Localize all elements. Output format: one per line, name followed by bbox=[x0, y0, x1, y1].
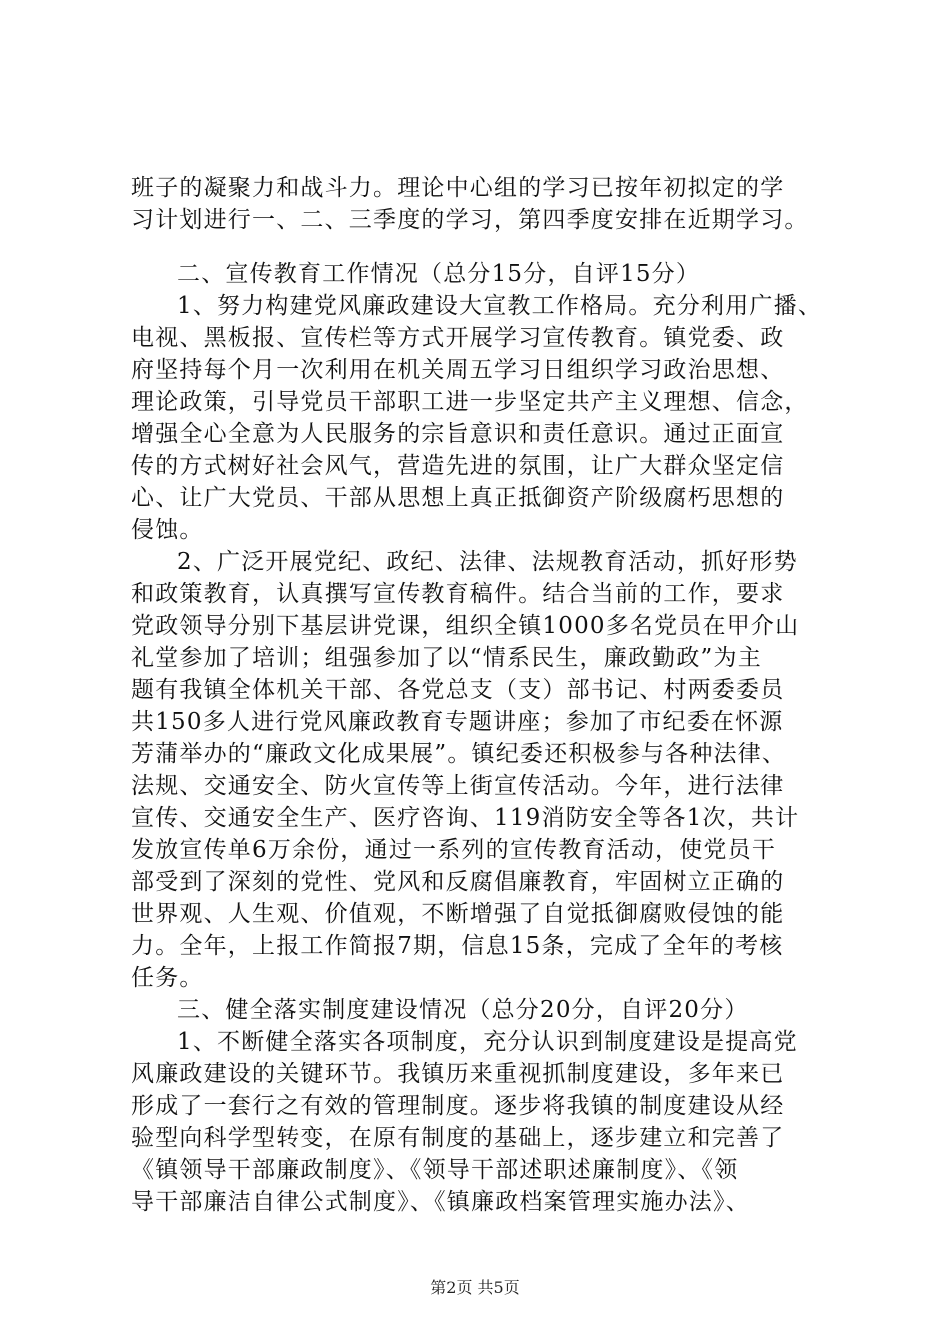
text-line: 发放宣传单6万余份，通过一系列的宣传教育活动，使党员干 bbox=[131, 837, 777, 863]
text-line: 《镇领导干部廉政制度》、《领导干部述职述廉制度》、《领 bbox=[131, 1157, 739, 1183]
text-line: 二、宣传教育工作情况（总分15分，自评15分） bbox=[177, 261, 701, 287]
text-line: 心、让广大党员、干部从思想上真正抵御资产阶级腐朽思想的 bbox=[131, 485, 785, 511]
text-line: 电视、黑板报、宣传栏等方式开展学习宣传教育。镇党委、政 bbox=[131, 325, 785, 351]
text-line: 验型向科学型转变，在原有制度的基础上，逐步建立和完善了 bbox=[131, 1125, 785, 1151]
text-line: 侵蚀。 bbox=[131, 517, 204, 543]
text-line: 增强全心全意为人民服务的宗旨意识和责任意识。通过正面宣 bbox=[131, 421, 785, 447]
text-line: 形成了一套行之有效的管理制度。逐步将我镇的制度建设从经 bbox=[131, 1093, 785, 1119]
text-line: 宣传、交通安全生产、医疗咨询、119消防安全等各1次，共计 bbox=[131, 805, 800, 831]
text-line: 任务。 bbox=[131, 965, 204, 991]
text-line: 共150多人进行党风廉政教育专题讲座；参加了市纪委在怀源 bbox=[131, 709, 784, 735]
text-line: 理论政策，引导党员干部职工进一步坚定共产主义理想、信念， bbox=[131, 389, 809, 415]
text-line: 2、广泛开展党纪、政纪、法律、法规教育活动，抓好形势 bbox=[177, 549, 798, 575]
text-line: 礼堂参加了培训；组强参加了以“情系民生，廉政勤政”为主 bbox=[131, 645, 762, 671]
text-line: 力。全年，上报工作简报7期，信息15条，完成了全年的考核 bbox=[131, 933, 784, 959]
text-line: 1、不断健全落实各项制度，充分认识到制度建设是提高党 bbox=[177, 1029, 798, 1055]
text-line: 和政策教育，认真撰写宣传教育稿件。结合当前的工作，要求 bbox=[131, 581, 785, 607]
text-line: 导干部廉洁自律公式制度》、《镇廉政档案管理实施办法》、 bbox=[131, 1189, 750, 1215]
document-body bbox=[131, 172, 831, 1218]
text-line: 世界观、人生观、价值观，不断增强了自觉抵御腐败侵蚀的能 bbox=[131, 901, 785, 927]
text-line: 芳蒲举办的“廉政文化成果展”。镇纪委还积极参与各种法律、 bbox=[131, 741, 787, 767]
page-footer: 第2页 共5页 bbox=[430, 1278, 520, 1297]
text-line: 党政领导分别下基层讲党课，组织全镇1000多名党员在甲介山 bbox=[131, 613, 800, 639]
text-line: 习计划进行一、二、三季度的学习，第四季度安排在近期学习。 bbox=[131, 207, 809, 233]
text-line: 1、努力构建党风廉政建设大宣教工作格局。充分利用广播、 bbox=[177, 293, 823, 319]
text-line: 三、健全落实制度建设情况（总分20分，自评20分） bbox=[177, 997, 749, 1023]
text-line: 府坚持每个月一次利用在机关周五学习日组织学习政治思想、 bbox=[131, 357, 785, 383]
text-line: 风廉政建设的关键环节。我镇历来重视抓制度建设，多年来已 bbox=[131, 1061, 785, 1087]
text-line: 部受到了深刻的党性、党风和反腐倡廉教育，牢固树立正确的 bbox=[131, 869, 785, 895]
text-line: 班子的凝聚力和战斗力。理论中心组的学习已按年初拟定的学 bbox=[131, 175, 785, 201]
text-line: 题有我镇全体机关干部、各党总支（支）部书记、村两委委员 bbox=[131, 677, 785, 703]
text-line: 传的方式树好社会风气，营造先进的氛围，让广大群众坚定信 bbox=[131, 453, 785, 479]
text-line: 法规、交通安全、防火宣传等上街宣传活动。今年，进行法律 bbox=[131, 773, 785, 799]
